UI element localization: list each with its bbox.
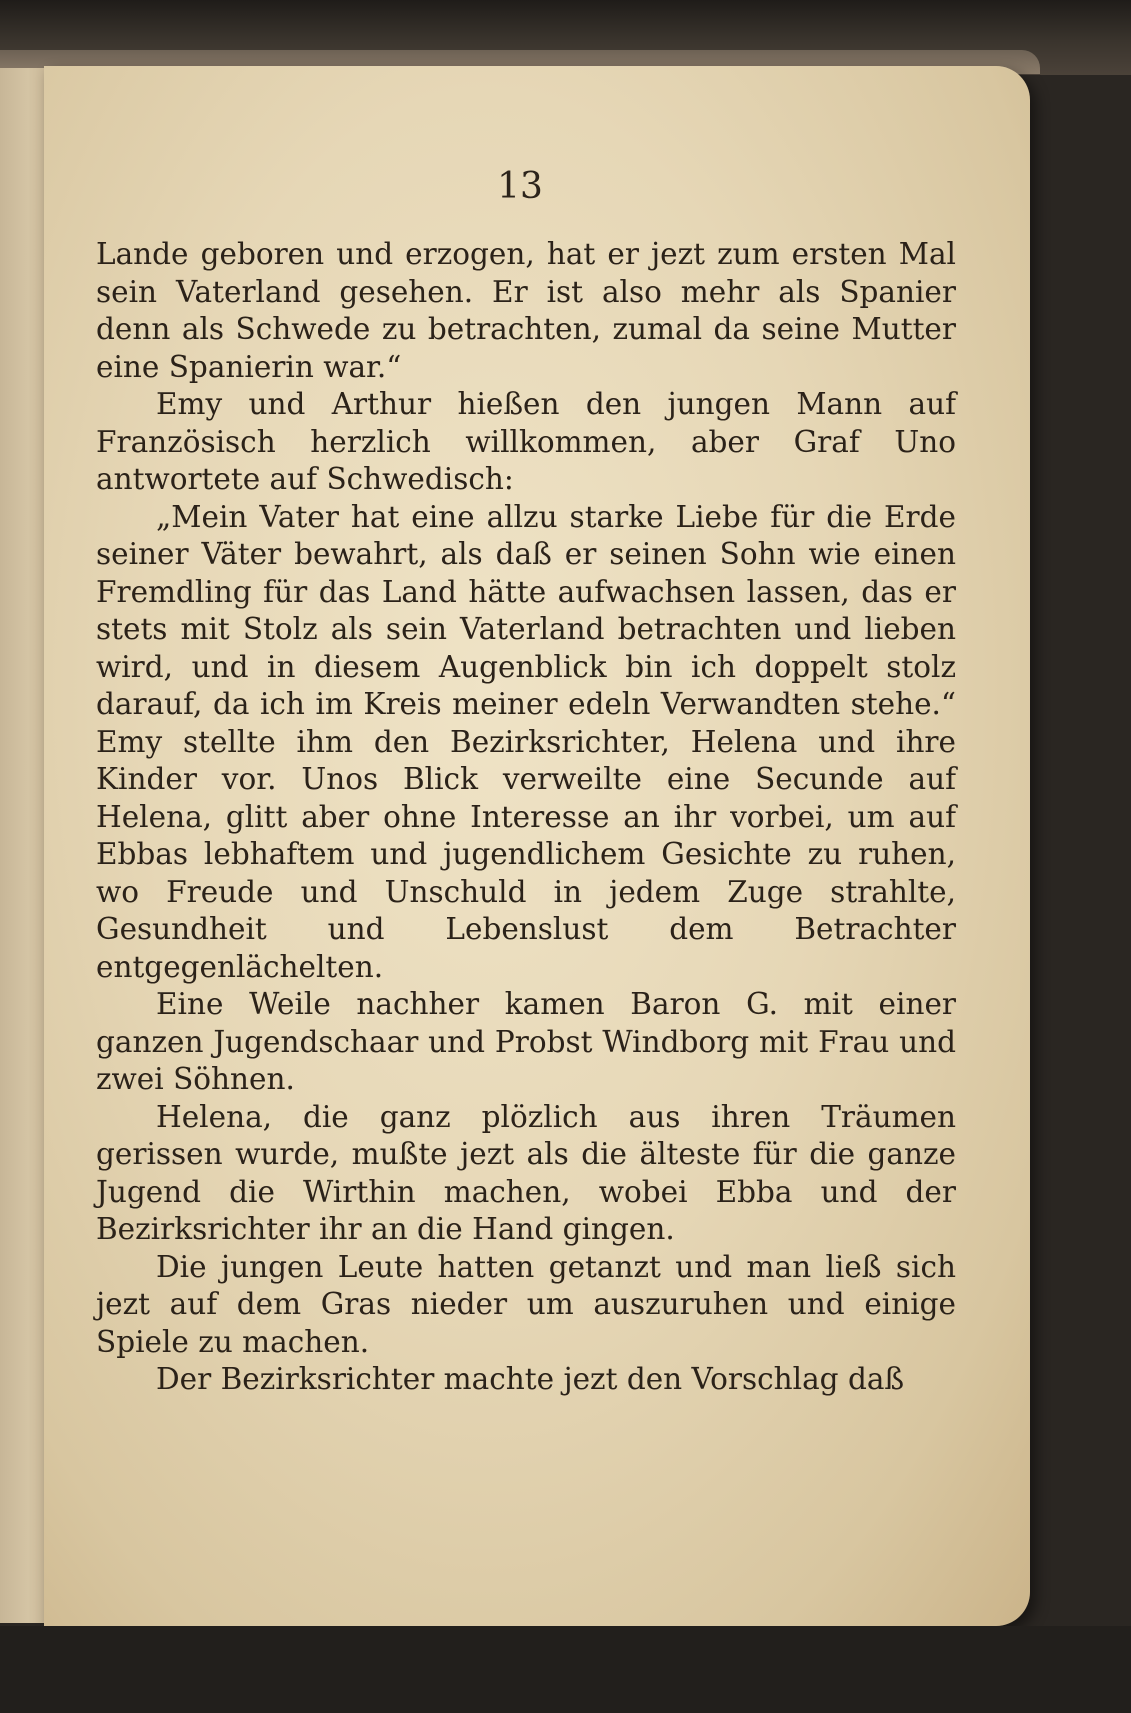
background-shadow bbox=[0, 1626, 1131, 1713]
paragraph: Emy und Arthur hießen den jungen Mann auf Französisch herzlich willkommen, aber Graf Uno antwortete auf Schwedisch: bbox=[96, 387, 956, 496]
page-number: 13 bbox=[497, 166, 543, 207]
paragraph: Lande geboren und erzogen, hat er jezt zum ersten Mal sein Vaterland gesehen. Er ist also mehr als Spanier denn als Schwede zu betrachten, zumal da seine Mutter eine Spanierin war.“ bbox=[96, 237, 956, 384]
paragraph: Eine Weile nachher kamen Baron G. mit einer ganzen Jugendschaar und Probst Windborg mit Frau und zwei Söhnen. bbox=[96, 987, 956, 1096]
paragraph: Der Bezirksrichter machte jezt den Vorschlag daß bbox=[156, 1362, 905, 1396]
page-gutter bbox=[0, 68, 48, 1623]
paragraph: Helena, die ganz plözlich aus ihren Träumen gerissen wurde, mußte jezt als die älteste für die ganze Jugend die Wirthin machen, wobei Ebba und der Bezirksrichter ihr an die Hand gingen. bbox=[96, 1099, 956, 1246]
page-text bbox=[96, 236, 956, 1399]
book-page bbox=[44, 66, 1030, 1626]
paragraph: Die jungen Leute hatten getanzt und man ließ sich jezt auf dem Gras nieder um auszuruhen und einige Spiele zu machen. bbox=[96, 1249, 956, 1359]
paragraph: „Mein Vater hat eine allzu starke Liebe für die Erde seiner Väter bewahrt, als daß er seinen Sohn wie einen Fremdling für das Land hätte aufwachsen lassen, das er stets mit Stolz als sein Vaterland betrachten und lieben wird, und in diesem Augenblick bin ich doppelt stolz darauf, da ich im Kreis meiner edeln Verwandten stehe.“ Emy stellte ihm den Bezirksrichter, Helena und ihre Kinder vor. Unos Blick verweilte eine Secunde auf Helena, glitt aber ohne Interesse an ihr vorbei, um auf Ebbas lebhaftem und jugendlichem Gesichte zu ruhen, wo Freude und Unschuld in jedem Zuge strahlte, Gesundheit und Lebenslust dem Betrachter entgegenlächelten. bbox=[96, 499, 956, 984]
